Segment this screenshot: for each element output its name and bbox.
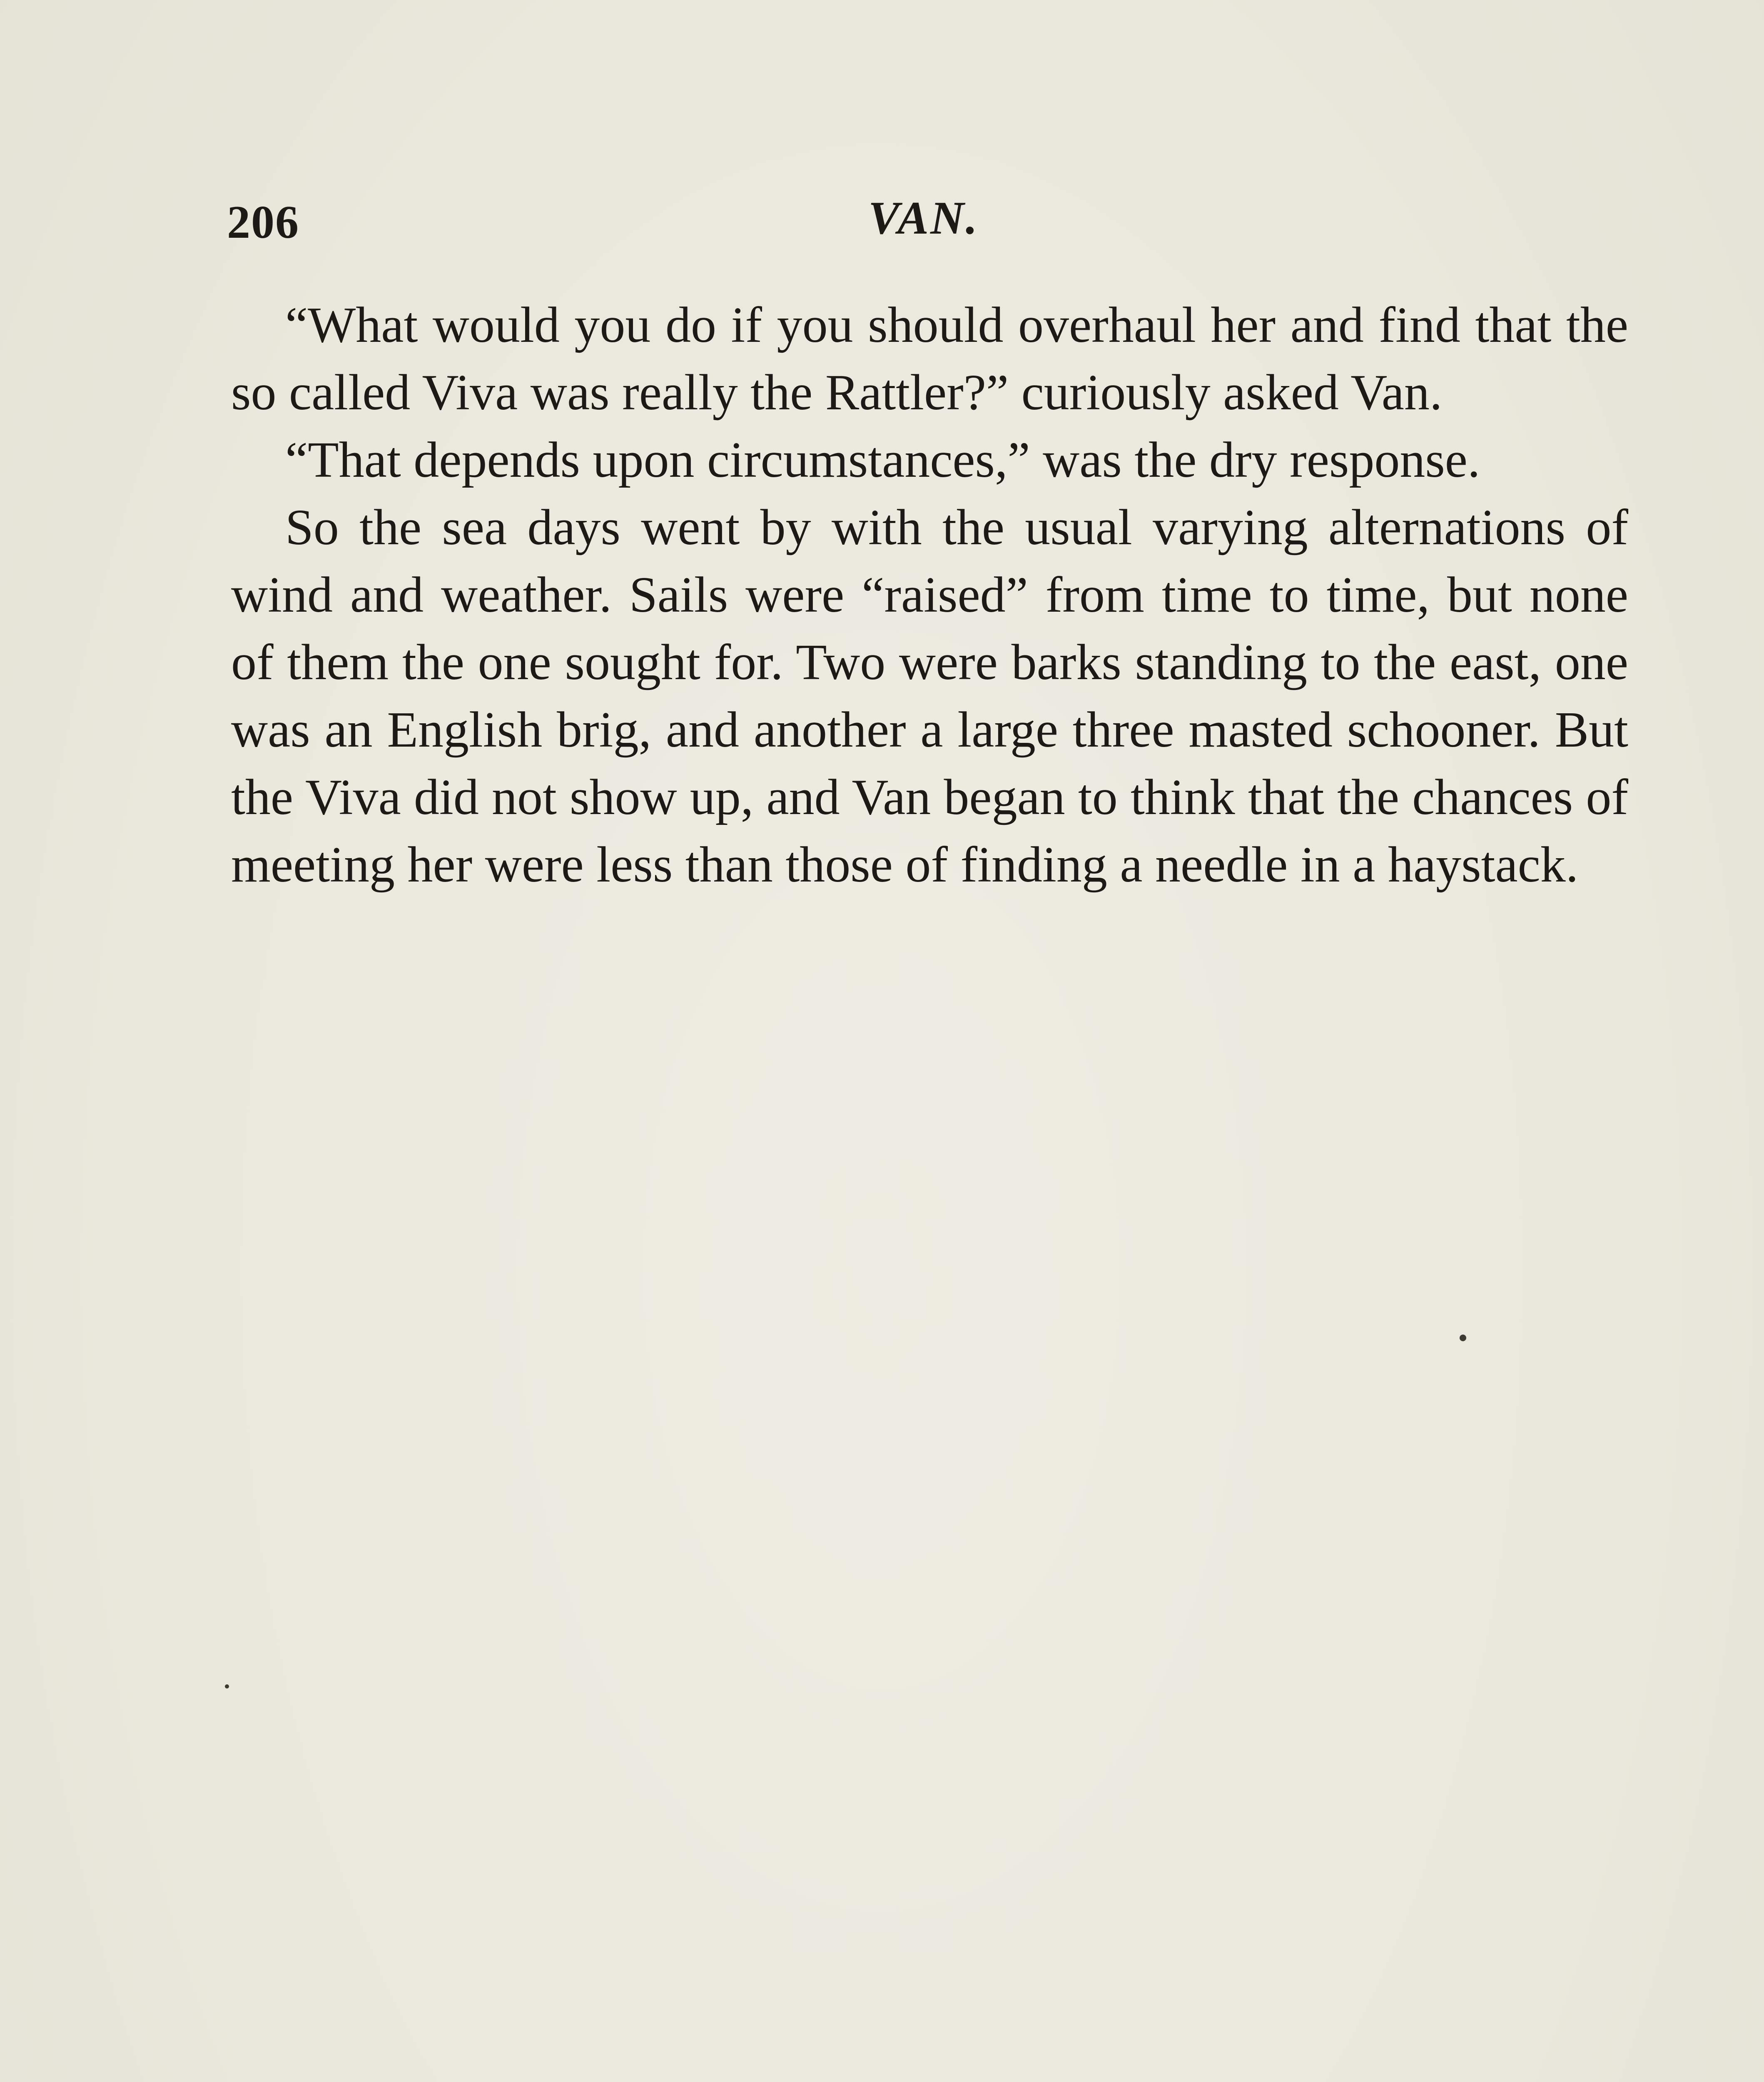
paragraph-3: So the sea days went by with the usual varying alternations of wind and weather. Sails were “raised” from time to time, but none of them the one sought for. Two were barks standing to the east, one was an English brig, and another a large three masted schooner. But the Viva did not show up, and Van began to think that the chances of meeting her were less than those of finding a needle in a haystack. (231, 499, 1628, 893)
paragraph-2: “That depends upon circumstances,” was the dry response. (285, 432, 1480, 488)
paper-speck (1460, 1335, 1466, 1341)
page-number: 206 (227, 197, 299, 248)
running-head (227, 192, 1630, 262)
paper-speck (225, 1684, 229, 1689)
body-text (231, 291, 1628, 899)
running-title: VAN. (868, 192, 979, 244)
paragraph-1: “What would you do if you should overhaul her and find that the so called Viva was really the Rattler?” curiously asked Van. (231, 297, 1628, 421)
